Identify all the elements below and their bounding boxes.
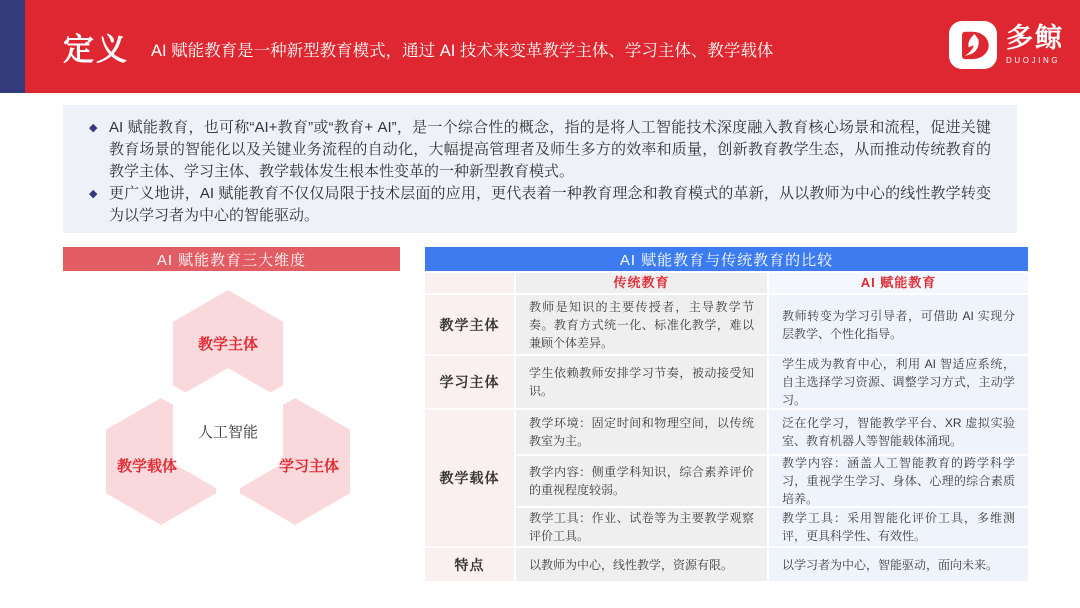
- brand-name: 多鲸: [1006, 23, 1064, 53]
- ai-cell: 以学习者为中心，智能驱动，面向未来。: [769, 548, 1028, 581]
- column-header-ai: AI 赋能教育: [769, 273, 1028, 293]
- traditional-cell: 学生依赖教师安排学习节奏，被动接受知识。: [516, 356, 767, 408]
- definition-bullet-text: AI 赋能教育，也可称“AI+教育”或“教育+ AI”，是一个综合性的概念，指的是将人工智能技术深度融入教育核心场景和流程，促进关键教育场景的智能化以及关键业务流程的自动化，大幅提高管理者及师生多方的效率和质量，创新教育教学生态，从而推动传统教育的教学主体、学习主体、教学载体发生根本性变革的一种新型教育模式。: [109, 119, 991, 180]
- row-label: 教学主体: [425, 295, 514, 354]
- definition-panel: [63, 105, 1017, 233]
- brand-logo: [949, 21, 1064, 69]
- ai-cell: 学生成为教育中心，利用 AI 智适应系统，自主选择学习资源、调整学习方式，主动学习。: [769, 356, 1028, 408]
- hex-center-label: 人工智能: [197, 424, 259, 441]
- definition-bullet-1: [89, 117, 991, 183]
- row-label: 教学载体: [425, 410, 514, 546]
- ai-cell: 泛在化学习，智能教学平台、XR 虚拟实验室、教育机器人等智能载体涌现。: [769, 410, 1028, 454]
- traditional-cell: 教师是知识的主要传授者，主导教学节奏。教育方式统一化、标准化教学，难以兼顾个体差异。: [516, 295, 767, 354]
- brand-name-latin: DUOJING: [1006, 56, 1061, 65]
- diamond-bullet-icon: ◆: [89, 122, 98, 134]
- page-subtitle: AI 赋能教育是一种新型教育模式，通过 AI 技术来变革教学主体、学习主体、教学载体: [151, 42, 774, 60]
- column-header-traditional: 传统教育: [516, 273, 767, 293]
- ai-cell: 教师转变为学习引导者，可借助 AI 实现分层教学、个性化指导。: [769, 295, 1028, 354]
- row-label: 学习主体: [425, 356, 514, 408]
- definition-bullet-2: [89, 183, 991, 227]
- brand-logo-text: [1006, 25, 1064, 65]
- hex-label-teaching-carrier: 教学载体: [116, 458, 178, 475]
- traditional-cell: 教学工具：作业、试卷等为主要教学观察评价工具。: [516, 508, 767, 546]
- page-title: 定义: [63, 32, 129, 67]
- ai-cell: 教学工具：采用智能化评价工具，多维测评，更具科学性、有效性。: [769, 508, 1028, 546]
- left-accent-strip: [0, 0, 25, 93]
- row-label: 特点: [425, 548, 514, 581]
- three-dimensions-hexagon-diagram: [95, 285, 355, 535]
- diamond-bullet-icon: ◆: [89, 188, 98, 200]
- ai-cell: 教学内容：涵盖人工智能教育的跨学科学习，重视学生学习、身体、心理的综合素质培养。: [769, 456, 1028, 506]
- traditional-cell: 教学环境：固定时间和物理空间，以传统教室为主。: [516, 410, 767, 454]
- hex-label-learning-subject: 学习主体: [278, 458, 340, 475]
- definition-bullet-text: 更广义地讲，AI 赋能教育不仅仅局限于技术层面的应用，更代表着一种教育理念和教育模式的革新，从以教师为中心的线性教学转变为以学习者为中心的智能驱动。: [109, 185, 991, 224]
- traditional-cell: 教学内容：侧重学科知识，综合素养评价的重视程度较弱。: [516, 456, 767, 506]
- table-corner-cell: [425, 273, 514, 293]
- duojing-logo-icon: [949, 21, 997, 69]
- dimensions-banner: AI 赋能教育三大维度: [63, 247, 400, 271]
- slide-header: [0, 0, 1080, 93]
- traditional-cell: 以教师为中心，线性教学，资源有限。: [516, 548, 767, 581]
- comparison-banner: AI 赋能教育与传统教育的比较: [425, 247, 1028, 271]
- comparison-table: [425, 273, 1028, 581]
- hex-label-teaching-subject: 教学主体: [197, 336, 259, 353]
